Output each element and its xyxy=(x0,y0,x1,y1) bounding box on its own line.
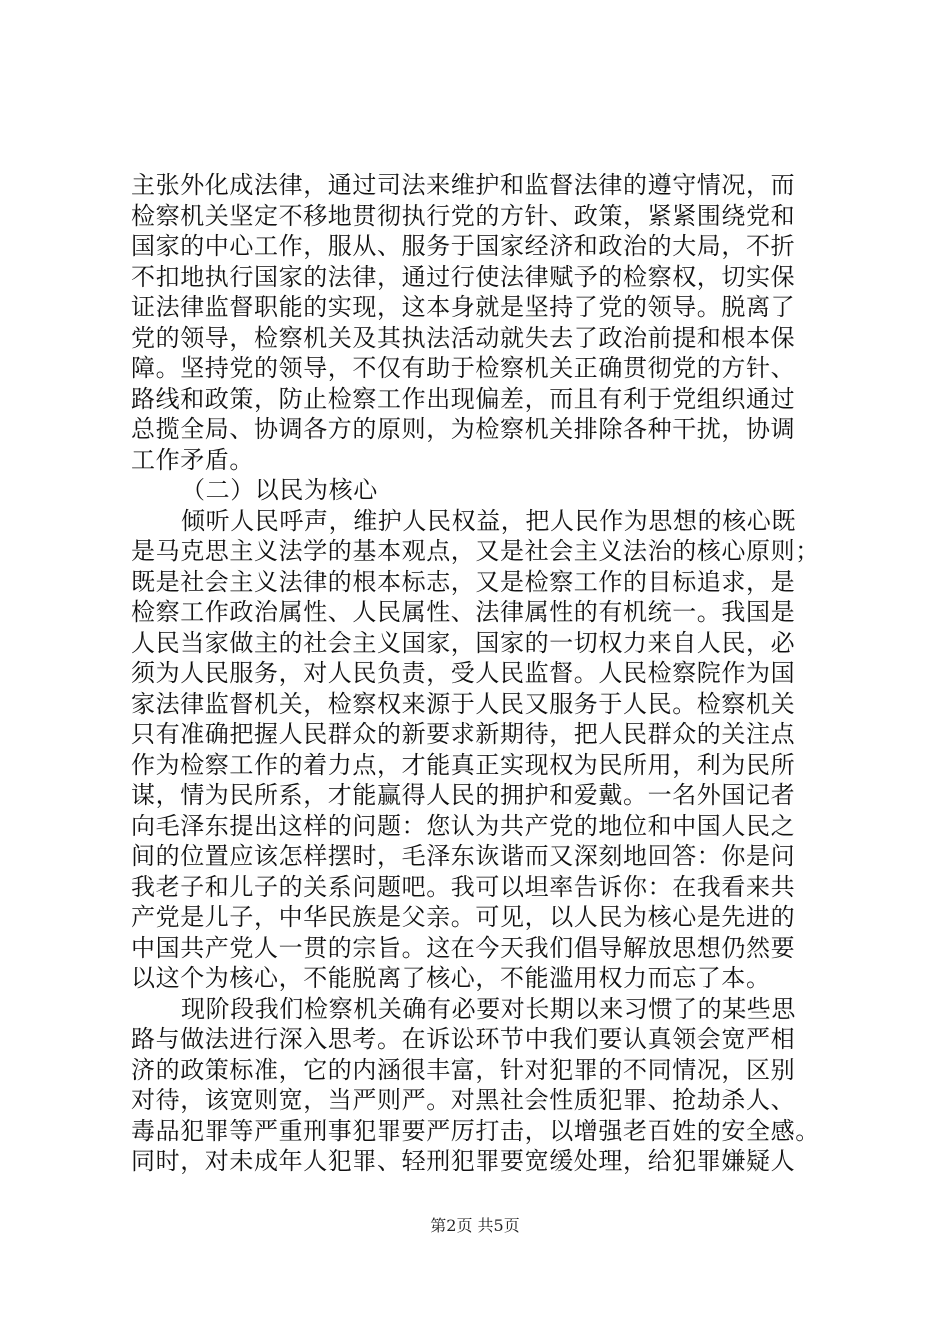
document-body xyxy=(131,170,831,1177)
text-line: 毒品犯罪等严重刑事犯罪要严厉打击，以增强老百姓的安全感。 xyxy=(131,1116,820,1145)
text-line: 我老子和儿子的关系问题吧。我可以坦率告诉你：在我看来共 xyxy=(131,872,796,901)
text-line: 以这个为核心，不能脱离了核心，不能滥用权力而忘了本。 xyxy=(131,964,771,992)
text-line: 对待，该宽则宽，当严则严。对黑社会性质犯罪、抢劫杀人、 xyxy=(131,1086,796,1114)
text-line: 国家的中心工作，服从、服务于国家经济和政治的大局，不折 xyxy=(131,232,796,260)
text-line: 作为检察工作的着力点，才能真正实现权为民所用，利为民所 xyxy=(131,750,796,779)
text-line: 中国共产党人一贯的宗旨。这在今天我们倡导解放思想仍然要 xyxy=(131,933,796,962)
text-line: 产党是儿子，中华民族是父亲。可见，以人民为核心是先进的 xyxy=(131,903,796,931)
text-line: 主张外化成法律，通过司法来维护和监督法律的遵守情况，而 xyxy=(131,171,796,199)
text-line: 家法律监督机关，检察权来源于人民又服务于人民。检察机关 xyxy=(131,689,796,718)
text-line: 总揽全局、协调各方的原则，为检察机关排除各种干扰，协调 xyxy=(131,415,796,443)
text-line: 既是社会主义法律的根本标志，又是检察工作的目标追求，是 xyxy=(131,567,796,596)
text-line: 不扣地执行国家的法律，通过行使法律赋予的检察权，切实保 xyxy=(131,262,796,291)
section-heading: （二）以民为核心 xyxy=(181,476,378,504)
text-line: 人民当家做主的社会主义国家，国家的一切权力来自人民，必 xyxy=(131,628,796,657)
text-line: 检察工作政治属性、人民属性、法律属性的有机统一。我国是 xyxy=(131,598,796,626)
text-line: 须为人民服务，对人民负责，受人民监督。人民检察院作为国 xyxy=(131,659,796,687)
text-line: 路与做法进行深入思考。在诉讼环节中我们要认真领会宽严相 xyxy=(131,1025,796,1053)
text-line: 间的位置应该怎样摆时，毛泽东诙谐而又深刻地回答：你是问 xyxy=(131,842,796,870)
text-line: 党的领导，检察机关及其执法活动就失去了政治前提和根本保 xyxy=(131,323,796,352)
text-line: 检察机关坚定不移地贯彻执行党的方针、政策，紧紧围绕党和 xyxy=(131,201,796,230)
text-line: 同时，对未成年人犯罪、轻刑犯罪要宽缓处理，给犯罪嫌疑人 xyxy=(131,1147,796,1175)
text-line: 济的政策标准，它的内涵很丰富，针对犯罪的不同情况，区别 xyxy=(131,1055,796,1084)
page-number-footer: 第2页 共5页 xyxy=(430,1216,520,1235)
text-line: 谋，情为民所系，才能赢得人民的拥护和爱戴。一名外国记者 xyxy=(131,781,796,809)
text-line: 是马克思主义法学的基本观点，又是社会主义法治的核心原则； xyxy=(131,537,820,565)
paragraph-first-line: 倾听人民呼声，维护人民权益，把人民作为思想的核心既 xyxy=(181,506,796,535)
text-line: 证法律监督职能的实现，这本身就是坚持了党的领导。脱离了 xyxy=(131,293,796,321)
paragraph-first-line: 现阶段我们检察机关确有必要对长期以来习惯了的某些思 xyxy=(181,994,796,1023)
text-line: 路线和政策，防止检察工作出现偏差，而且有利于党组织通过 xyxy=(131,384,796,413)
text-line: 只有准确把握人民群众的新要求新期待，把人民群众的关注点 xyxy=(131,720,796,748)
text-line: 工作矛盾。 xyxy=(131,445,254,474)
text-line: 障。坚持党的领导，不仅有助于检察机关正确贯彻党的方针、 xyxy=(131,354,796,382)
text-line: 向毛泽东提出这样的问题：您认为共产党的地位和中国人民之 xyxy=(131,811,796,840)
